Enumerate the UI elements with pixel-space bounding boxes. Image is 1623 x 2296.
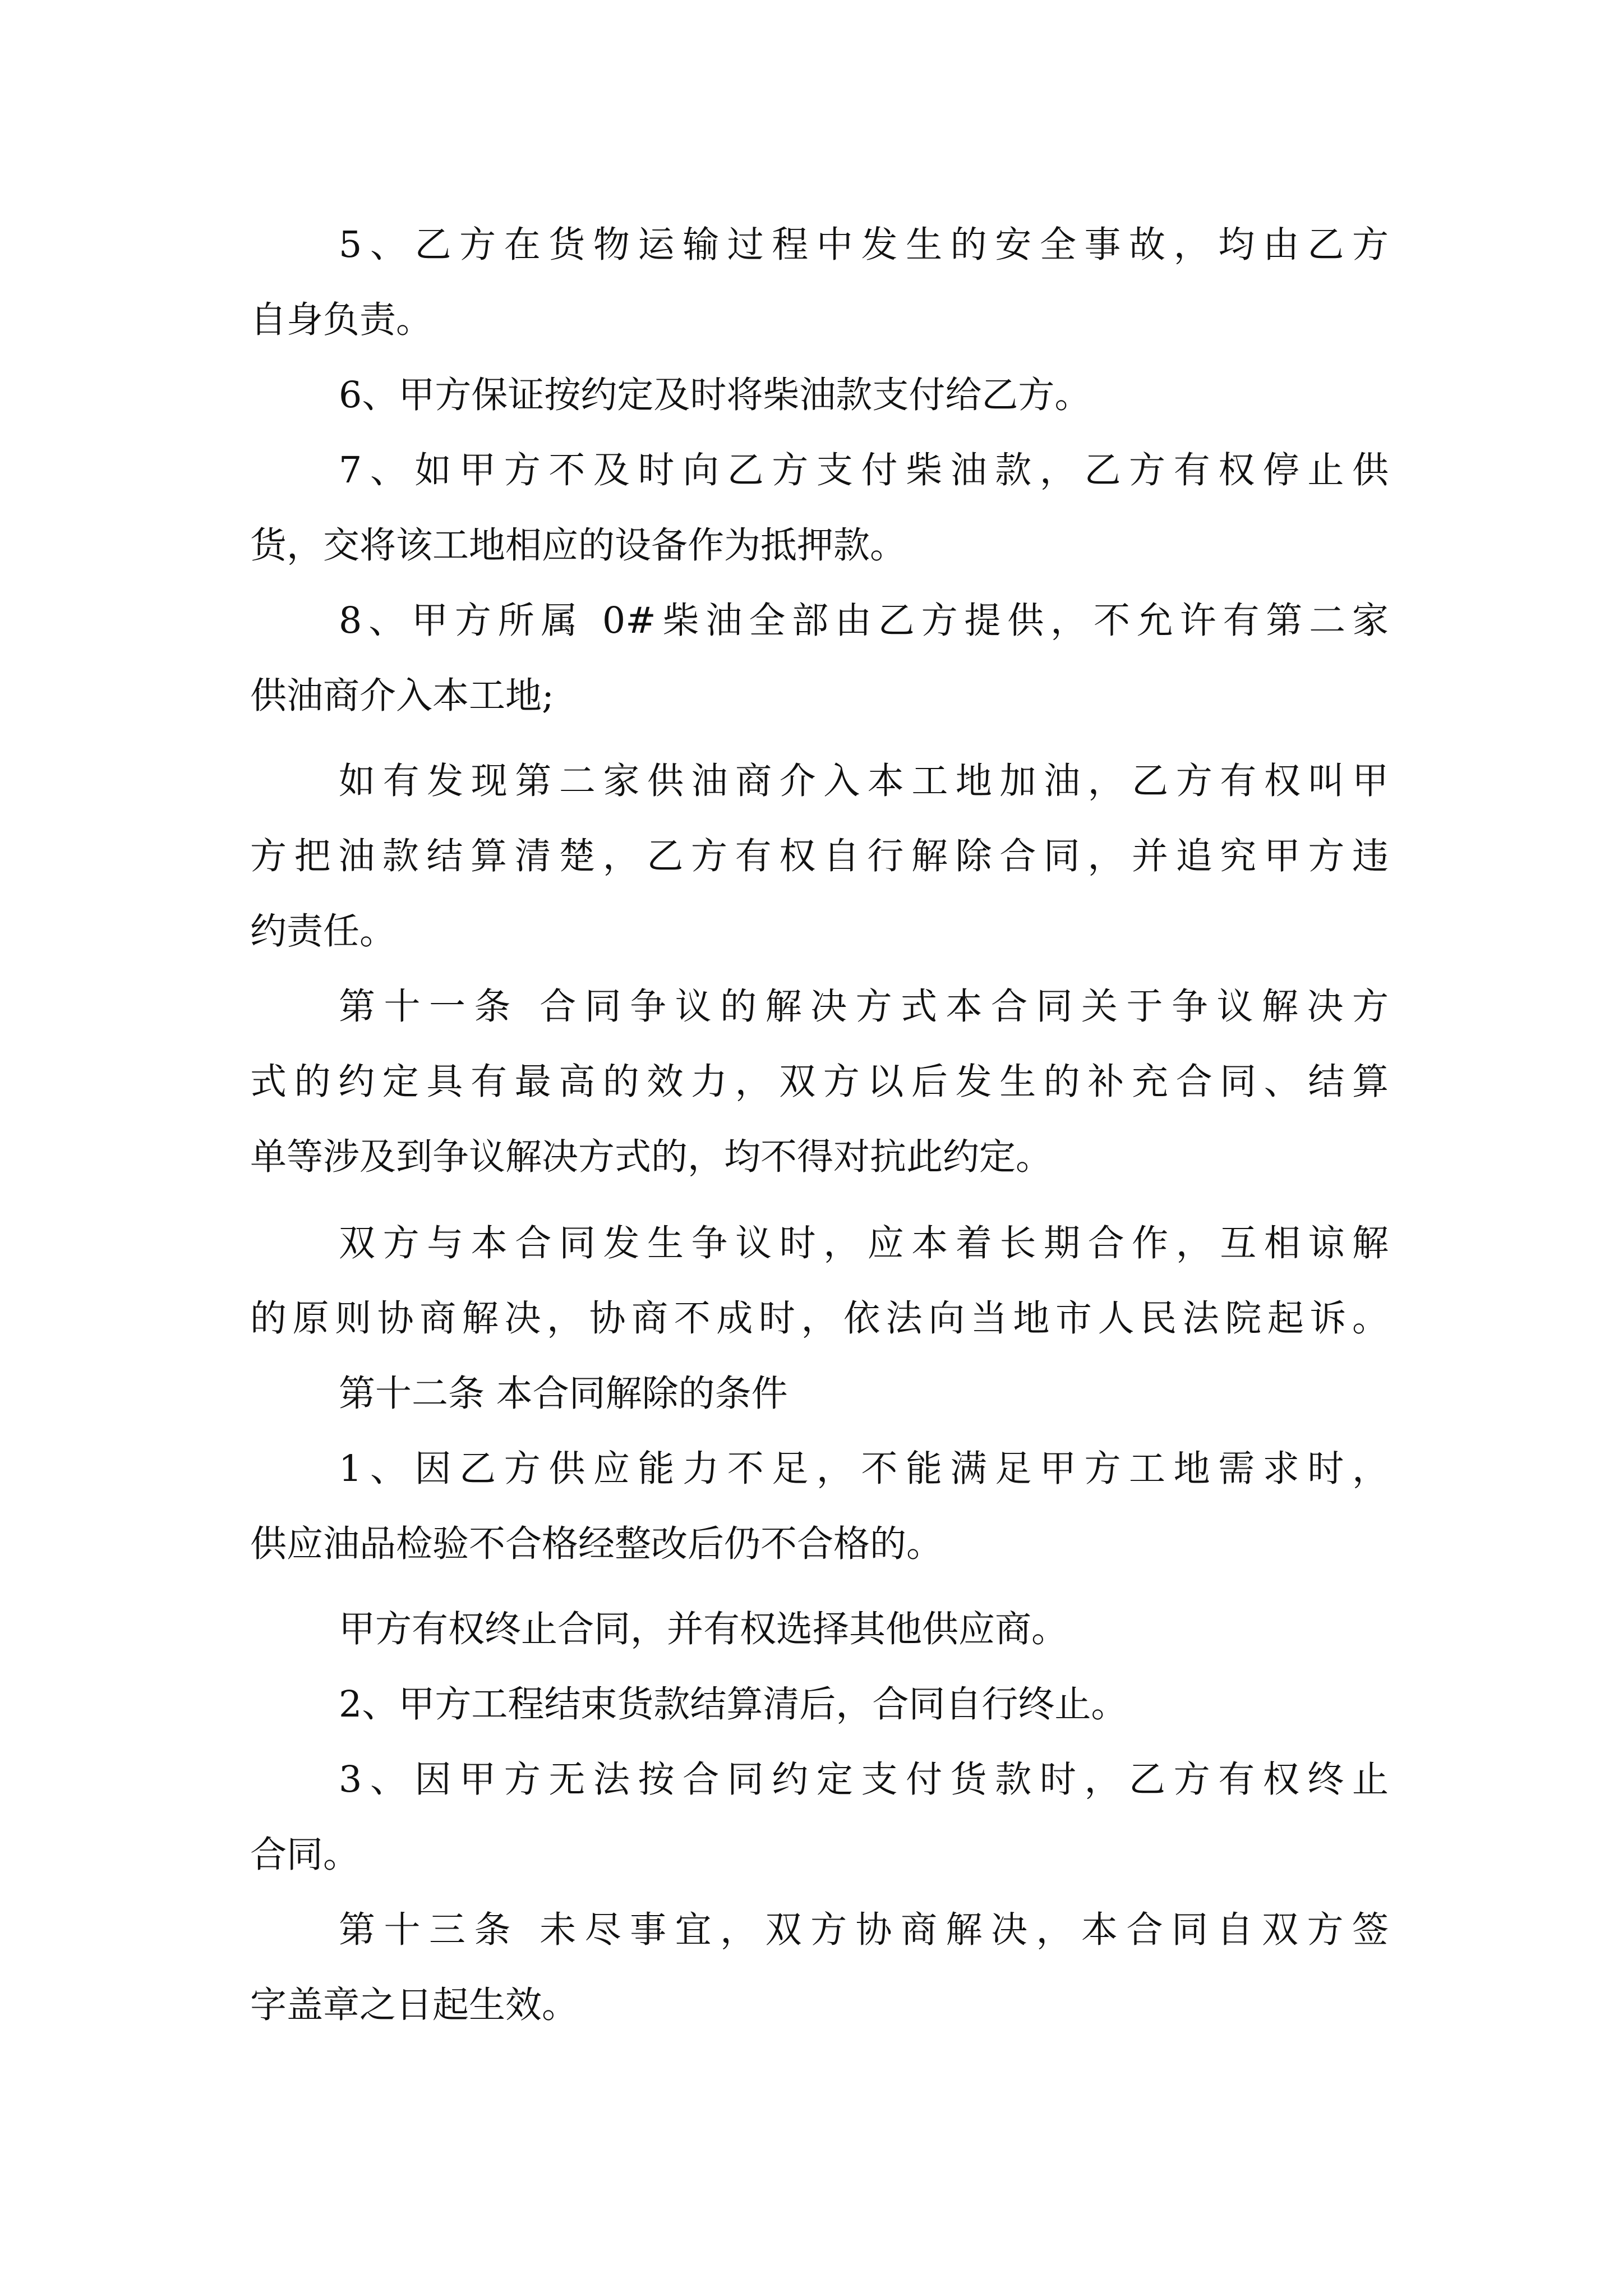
text-line: 第十一条 合同争议的解决方式本合同关于争议解决方 bbox=[339, 986, 1389, 1028]
text-line: 7、如甲方不及时向乙方支付柴油款，乙方有权停止供 bbox=[339, 449, 1389, 491]
text-line: 双方与本合同发生争议时，应本着长期合作，互相谅解 bbox=[339, 1222, 1389, 1264]
text-line: 供油商介入本工地; bbox=[250, 675, 554, 717]
text-line: 合同。 bbox=[250, 1834, 360, 1876]
text-line: 8、甲方所属 0#柴油全部由乙方提供，不允许有第二家 bbox=[339, 600, 1389, 642]
text-line: 字盖章之日起生效。 bbox=[250, 1984, 579, 2026]
text-line: 自身负责。 bbox=[250, 299, 433, 341]
text-line: 甲方有权终止合同，并有权选择其他供应商。 bbox=[339, 1608, 1068, 1650]
text-line: 供应油品检验不合格经整改后仍不合格的。 bbox=[250, 1523, 943, 1565]
text-line: 3、因甲方无法按合同约定支付货款时，乙方有权终止 bbox=[339, 1759, 1389, 1801]
text-line: 2、甲方工程结束货款结算清后，合同自行终止。 bbox=[339, 1683, 1128, 1726]
text-line: 单等涉及到争议解决方式的，均不得对抗此约定。 bbox=[250, 1136, 1053, 1178]
text-line: 如有发现第二家供油商介入本工地加油，乙方有权叫甲 bbox=[339, 760, 1389, 802]
text-line: 第十二条 本合同解除的条件 bbox=[339, 1373, 788, 1415]
text-line: 货，交将该工地相应的设备作为抵押款。 bbox=[250, 524, 907, 567]
text-line: 1、因乙方供应能力不足，不能满足甲方工地需求时， bbox=[339, 1448, 1389, 1490]
text-line: 方把油款结算清楚，乙方有权自行解除合同，并追究甲方违 bbox=[250, 835, 1389, 877]
text-line: 的原则协商解决，协商不成时，依法向当地市人民法院起诉。 bbox=[250, 1297, 1389, 1340]
text-line: 5、乙方在货物运输过程中发生的安全事故，均由乙方 bbox=[339, 224, 1389, 266]
text-line: 约责任。 bbox=[250, 910, 396, 953]
text-line: 6、甲方保证按约定及时将柴油款支付给乙方。 bbox=[339, 374, 1091, 416]
text-line: 第十三条 未尽事宜，双方协商解决，本合同自双方签 bbox=[339, 1909, 1389, 1951]
text-line: 式的约定具有最高的效力，双方以后发生的补充合同、结算 bbox=[250, 1061, 1389, 1103]
